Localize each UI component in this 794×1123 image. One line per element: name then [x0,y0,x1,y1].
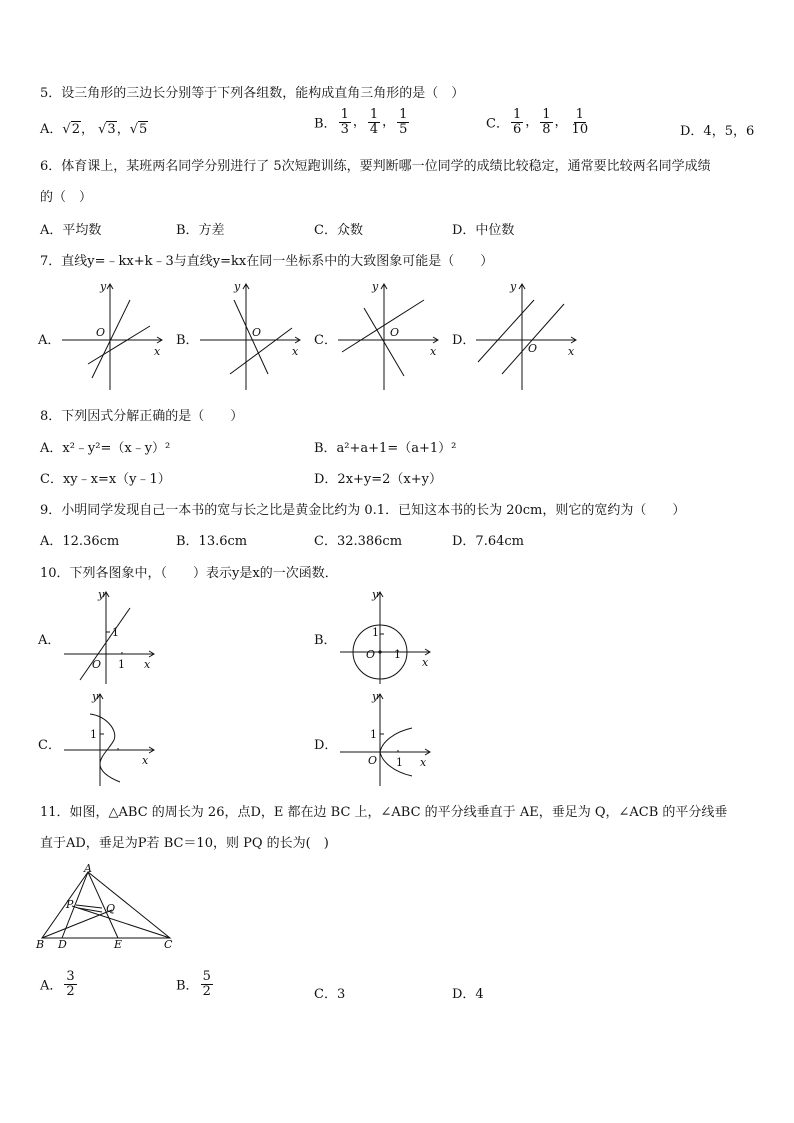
q10-graph-a[interactable] [60,588,160,688]
q10d-tick-x: 1 [396,756,403,769]
q8-stem: 8．下列因式分解正确的是（ ） [40,409,244,424]
sqrt-5: √5 [129,122,148,137]
q7-stem: 7．直线y=﹣kx+k﹣3与直线y=kx在同一坐标系中的大致图象可能是（ ） [40,254,494,269]
q6-stem-line1: 6．体育课上，某班两名同学分别进行了 5次短跑训练，要判断哪一位同学的成绩比较稳定，通常要比较两名同学成绩 [40,159,711,174]
q9-option-c[interactable]: C．32.386cm [314,534,403,549]
q5-c-label: C． [486,116,509,132]
q8-option-c[interactable]: C．xy﹣x=x（y﹣1） [40,472,171,487]
q5-b-sep1: ， [352,114,366,130]
q9-option-d[interactable]: D．7.64cm [452,534,524,549]
fraction-1-10: $\frac{1}{10}$ [571,107,589,137]
q5-a-label: A． [40,122,63,137]
q6-option-c[interactable]: C．众数 [314,223,363,238]
q11-label-a: A [84,862,92,875]
q5-option-d[interactable]: D．4，5，6 [680,124,755,139]
q10b-tick-x: 1 [394,648,401,661]
q7c-x-label: x [430,345,437,358]
q6-stem-line2: 的（ ） [40,190,93,205]
fraction-1-8: $\frac{1}{8}$ [542,107,551,137]
q5-c-sep2: ， [554,114,568,130]
q10a-tick-x: 1 [118,658,125,671]
q10-option-c[interactable]: C． [38,738,61,753]
q7d-x-label: x [568,345,575,358]
fraction-1-4: $\frac{1}{4}$ [369,107,379,137]
q10a-origin: O [92,658,102,671]
q11-option-b[interactable] [176,970,215,998]
q10d-tick-y: 1 [370,728,377,741]
q10a-y-label: y [98,588,105,601]
q7-graph-d[interactable] [472,278,582,393]
q11-option-a[interactable] [40,970,79,998]
q10-graph-d[interactable] [336,690,436,790]
q8-option-a[interactable]: A．x²﹣y²=（x﹣y）² [40,441,171,456]
q10d-y-label: y [372,690,379,703]
q6-option-b[interactable]: B．方差 [176,223,225,238]
q10-option-d[interactable]: D． [314,738,338,753]
q6-option-d[interactable]: D．中位数 [452,223,515,238]
q7b-y-label: y [234,280,241,293]
fraction-1-5: $\frac{1}{5}$ [399,107,408,137]
q7-graph-c[interactable] [334,278,444,393]
q7d-y-label: y [510,280,517,293]
q7c-y-label: y [372,280,379,293]
q11-label-d: D [58,938,67,951]
q10b-x-label: x [422,656,429,669]
q8-option-d[interactable]: D．2x+y=2（x+y） [314,472,442,487]
q7b-origin: O [252,326,262,339]
q7-option-b[interactable]: B． [176,333,199,348]
q10-option-a[interactable]: A． [38,633,61,648]
q7b-x-label: x [292,345,299,358]
q7a-x-label: x [154,345,161,358]
q10-graph-b[interactable] [336,588,436,688]
fraction-3-2: $\frac{3}{2}$ [66,969,75,999]
q10a-tick-y: 1 [112,626,119,639]
q11-label-e: E [114,938,123,951]
q11-stem-line1: 11．如图，△ABC 的周长为 26，点D，E 都在边 BC 上，∠ABC 的平分线垂直于 AE，垂足为 Q，∠ACB 的平分线垂 [40,805,728,820]
q5-b-label: B． [314,116,337,132]
q11-option-c[interactable]: C．3 [314,987,346,1002]
q7-option-a[interactable]: A． [38,333,61,348]
q10c-x-label: x [142,754,149,767]
q11-b-label: B． [176,978,199,994]
q10c-y-label: y [92,690,99,703]
q10-stem: 10．下列各图象中，（ ）表示y是x的一次函数． [40,566,338,581]
q7-graph-b[interactable] [196,278,306,393]
q10d-origin: O [368,754,378,767]
q5-b-sep2: ， [382,114,396,130]
q10d-x-label: x [420,756,427,769]
q9-stem: 9．小明同学发现自己一本书的宽与长之比是黄金比约为 0.1．已知这本书的长为 20cm，则它的宽约为（ ） [40,503,686,518]
q11-triangle-figure [34,864,179,954]
q5-option-c[interactable] [486,108,592,136]
sqrt-2: √2 [62,122,80,137]
q5-stem: 5．设三角形的三边长分别等于下列各组数，能构成直角三角形的是（ ） [40,86,465,101]
fraction-1-3: $\frac{1}{3}$ [340,107,349,137]
q7-option-c[interactable]: C． [314,333,337,348]
q7c-origin: O [390,326,400,339]
q8-option-b[interactable]: B．a²+a+1=（a+1）² [314,441,457,456]
q5-a-sep1: ， [80,122,94,137]
q10b-tick-y: 1 [372,626,379,639]
q6-option-a[interactable]: A．平均数 [40,223,102,238]
q10b-y-label: y [372,588,379,601]
q9-option-b[interactable]: B．13.6cm [176,534,248,549]
q10-option-b[interactable]: B． [314,633,337,648]
q11-a-label: A． [40,978,63,994]
q11-label-c: C [164,938,173,951]
sqrt-3: √3 [98,122,116,137]
q10c-tick-y: 1 [90,728,97,741]
fraction-1-6: $\frac{1}{6}$ [512,107,522,137]
q10b-origin: O [366,648,376,661]
q7d-origin: O [528,342,538,355]
q5-option-b[interactable] [314,108,411,136]
q7-graph-a[interactable] [58,278,168,393]
q7a-origin: O [96,326,106,339]
q10a-x-label: x [144,658,151,671]
q5-c-sep1: ， [525,114,539,130]
q11-stem-line2: 直于AD，垂足为P若 BC＝10，则 PQ 的长为( ) [40,836,329,851]
q11-option-d[interactable]: D．4 [452,987,484,1002]
q5-a-sep2: ， [116,122,130,137]
fraction-5-2: $\frac{5}{2}$ [202,969,211,999]
q7a-y-label: y [100,280,107,293]
q11-label-p: P [66,898,74,911]
q11-label-b: B [36,938,45,951]
q9-option-a[interactable]: A．12.36cm [40,534,120,549]
q5-option-a[interactable] [40,118,148,137]
q11-label-q: Q [106,902,116,915]
q10-graph-c[interactable] [60,690,160,790]
q7-option-d[interactable]: D． [452,333,476,348]
